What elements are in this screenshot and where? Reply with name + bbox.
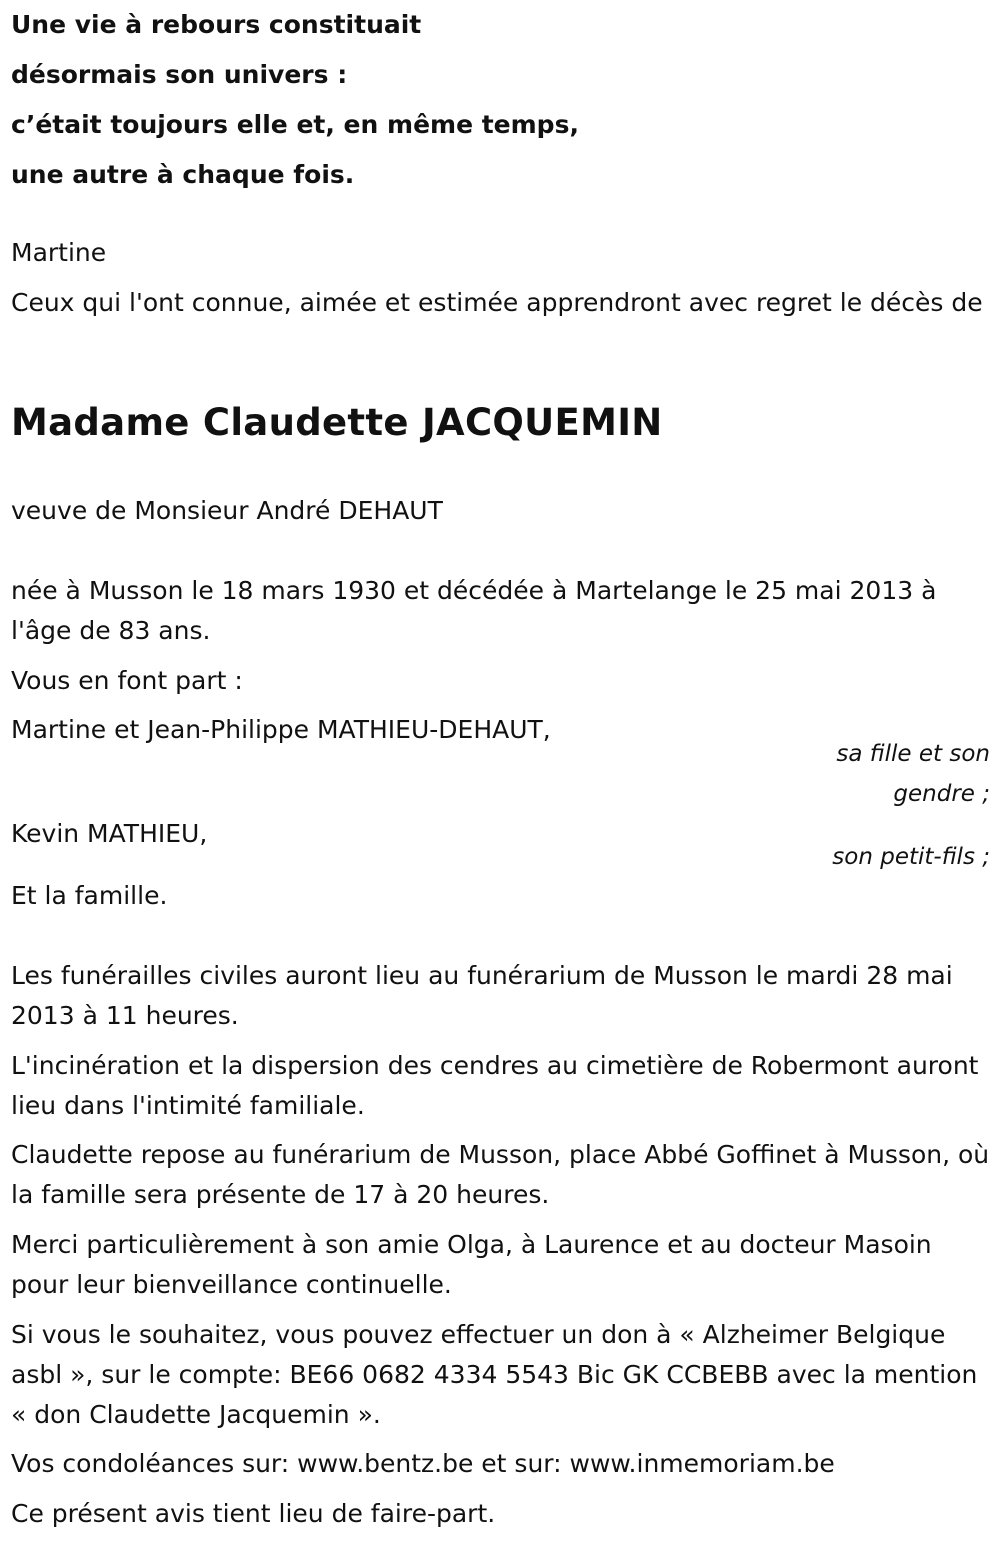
spouse-text: veuve de Monsieur André DEHAUT xyxy=(11,496,443,525)
relation-line: sa fille et son xyxy=(836,741,990,767)
relation-line: gendre ; xyxy=(893,781,990,807)
birth-death-text: née à Musson le 18 mars 1930 et décédée à Martelange le 25 mai 2013 à l'âge de 83 ans. xyxy=(11,576,937,645)
family-text: Et la famille. xyxy=(11,881,168,910)
announcers-heading: Vous en font part : xyxy=(11,666,243,695)
epigraph-line: Une vie à rebours constituait xyxy=(11,10,422,39)
announcer-relation xyxy=(750,837,990,877)
epigraph-line: une autre à chaque fois. xyxy=(11,160,355,189)
detail-paragraph: Merci particulièrement à son amie Olga, à Laurence et au docteur Masoin pour leur bienveillance continuelle. xyxy=(11,1230,932,1299)
announcer-name: Martine et Jean-Philippe MATHIEU-DEHAUT, xyxy=(11,715,551,744)
deceased-name: Madame Claudette JACQUEMIN xyxy=(11,401,663,444)
announcer-name: Kevin MATHIEU, xyxy=(11,819,208,848)
relation-line: son petit-fils ; xyxy=(832,844,990,870)
epigraph-line: désormais son univers : xyxy=(11,60,348,89)
intro-text: Ceux qui l'ont connue, aimée et estimée apprendront avec regret le décès de xyxy=(11,288,983,317)
detail-paragraph: Les funérailles civiles auront lieu au funérarium de Musson le mardi 28 mai 2013 à 11 heures. xyxy=(11,961,953,1030)
epigraph-line: c’était toujours elle et, en même temps, xyxy=(11,110,579,139)
notice-text: Ce présent avis tient lieu de faire-part. xyxy=(11,1499,496,1528)
donation-paragraph: Si vous le souhaitez, vous pouvez effectuer un don à « Alzheimer Belgique asbl », sur le compte: BE66 0682 4334 5543 Bic GK CCBEBB avec la mention « don Claudette Jacquemin ». xyxy=(11,1320,978,1429)
condolences-text: Vos condoléances sur: www.bentz.be et sur: www.inmemoriam.be xyxy=(11,1449,835,1478)
detail-paragraph: L'incinération et la dispersion des cendres au cimetière de Robermont auront lieu dans l'intimité familiale. xyxy=(11,1051,979,1120)
epigraph xyxy=(11,0,579,200)
epigraph-signature: Martine xyxy=(11,238,107,267)
detail-paragraph: Claudette repose au funérarium de Musson, place Abbé Goffinet à Musson, où la famille sera présente de 17 à 20 heures. xyxy=(11,1140,990,1209)
announcer-relation xyxy=(810,734,990,814)
